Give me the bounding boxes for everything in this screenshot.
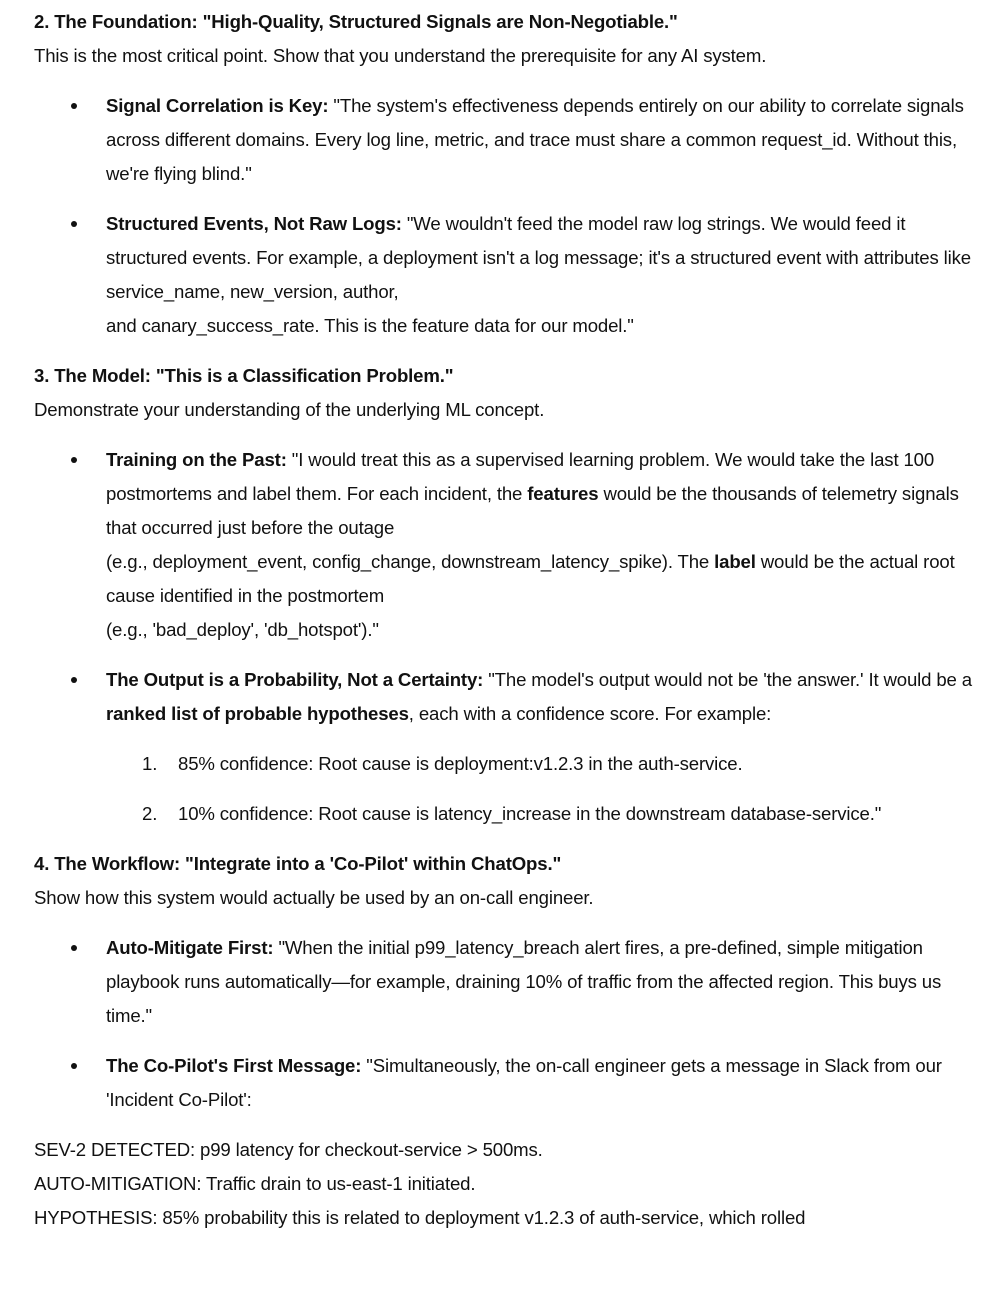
- text-segment: "Simultaneously, the on-call engineer gets a message in Slack from our 'Incident Co-Pilot':: [106, 1055, 942, 1110]
- message-line: AUTO-MITIGATION: Traffic drain to us-east-1 initiated.: [34, 1173, 476, 1194]
- list-item: [34, 443, 979, 647]
- bold-text: Structured Events, Not Raw Logs:: [106, 213, 402, 234]
- bold-text: Auto-Mitigate First:: [106, 937, 274, 958]
- bold-text: features: [527, 483, 599, 504]
- list-item: [34, 89, 979, 191]
- text-segment: and canary_success_rate. This is the feature data for our model.": [106, 315, 634, 336]
- text-segment: "The model's output would not be 'the answer.' It would be a: [483, 669, 972, 690]
- section: [34, 847, 979, 1117]
- section-intro: This is the most critical point. Show that you understand the prerequisite for any AI system.: [34, 45, 767, 66]
- text-segment: would be the thousands of telemetry signals that occurred just before the outage: [106, 483, 959, 538]
- numbered-list: [34, 747, 979, 831]
- section: [34, 5, 979, 343]
- numbered-item: [34, 747, 979, 781]
- list-item: [34, 931, 979, 1033]
- text-segment: "The system's effectiveness depends entirely on our ability to correlate signals across different domains. Every log line, metric, and trace must share a common request_id. Without this, we're flying blind.": [106, 95, 964, 184]
- section-heading: 2. The Foundation: "High-Quality, Structured Signals are Non-Negotiable.": [34, 11, 678, 32]
- bullet-list: [34, 931, 979, 1117]
- bullet-list: [34, 443, 979, 731]
- item-text: 85% confidence: Root cause is deployment:v1.2.3 in the auth-service.: [178, 753, 743, 774]
- text-segment: (e.g., 'bad_deploy', 'db_hotspot').": [106, 619, 379, 640]
- bold-text: label: [714, 551, 756, 572]
- bullet-list: [34, 89, 979, 343]
- message-line: SEV-2 DETECTED: p99 latency for checkout-service > 500ms.: [34, 1139, 543, 1160]
- text-segment: , each with a confidence score. For example:: [408, 703, 772, 724]
- numbered-item: [34, 797, 979, 831]
- item-number: 2.: [142, 803, 158, 824]
- message-line: HYPOTHESIS: 85% probability this is related to deployment v1.2.3 of auth-service, which rolled: [34, 1207, 806, 1228]
- text-segment: (e.g., deployment_event, config_change, downstream_latency_spike). The: [106, 551, 715, 572]
- item-number: 1.: [142, 753, 158, 774]
- section-intro: Demonstrate your understanding of the underlying ML concept.: [34, 399, 545, 420]
- section-heading: 3. The Model: "This is a Classification Problem.": [34, 365, 454, 386]
- bold-text: Signal Correlation is Key:: [106, 95, 329, 116]
- text-segment: "I would treat this as a supervised learning problem. We would take the last 100 postmortems and label them. For each incident, the: [106, 449, 935, 504]
- section: [34, 359, 979, 831]
- bold-text: The Output is a Probability, Not a Certainty:: [106, 669, 484, 690]
- text-segment: would be the actual root cause identified in the postmortem: [106, 551, 955, 606]
- bold-text: ranked list of probable hypotheses: [106, 703, 409, 724]
- item-text: 10% confidence: Root cause is latency_increase in the downstream database-service.": [178, 803, 882, 824]
- list-item: [34, 663, 979, 731]
- section-intro: Show how this system would actually be used by an on-call engineer.: [34, 887, 594, 908]
- list-item: [34, 207, 979, 343]
- copilot-message: [34, 1133, 979, 1235]
- document: [34, 5, 979, 1235]
- text-segment: "When the initial p99_latency_breach alert fires, a pre-defined, simple mitigation playbook runs automatically—for example, draining 10% of traffic from the affected region. This buys us time.": [106, 937, 942, 1026]
- bold-text: The Co-Pilot's First Message:: [106, 1055, 362, 1076]
- list-item: [34, 1049, 979, 1117]
- section-heading: 4. The Workflow: "Integrate into a 'Co-Pilot' within ChatOps.": [34, 853, 562, 874]
- bold-text: Training on the Past:: [106, 449, 287, 470]
- text-segment: "We wouldn't feed the model raw log strings. We would feed it structured events. For example, a deployment isn't a log message; it's a structured event with attributes like service_name, new_version, author,: [106, 213, 971, 302]
